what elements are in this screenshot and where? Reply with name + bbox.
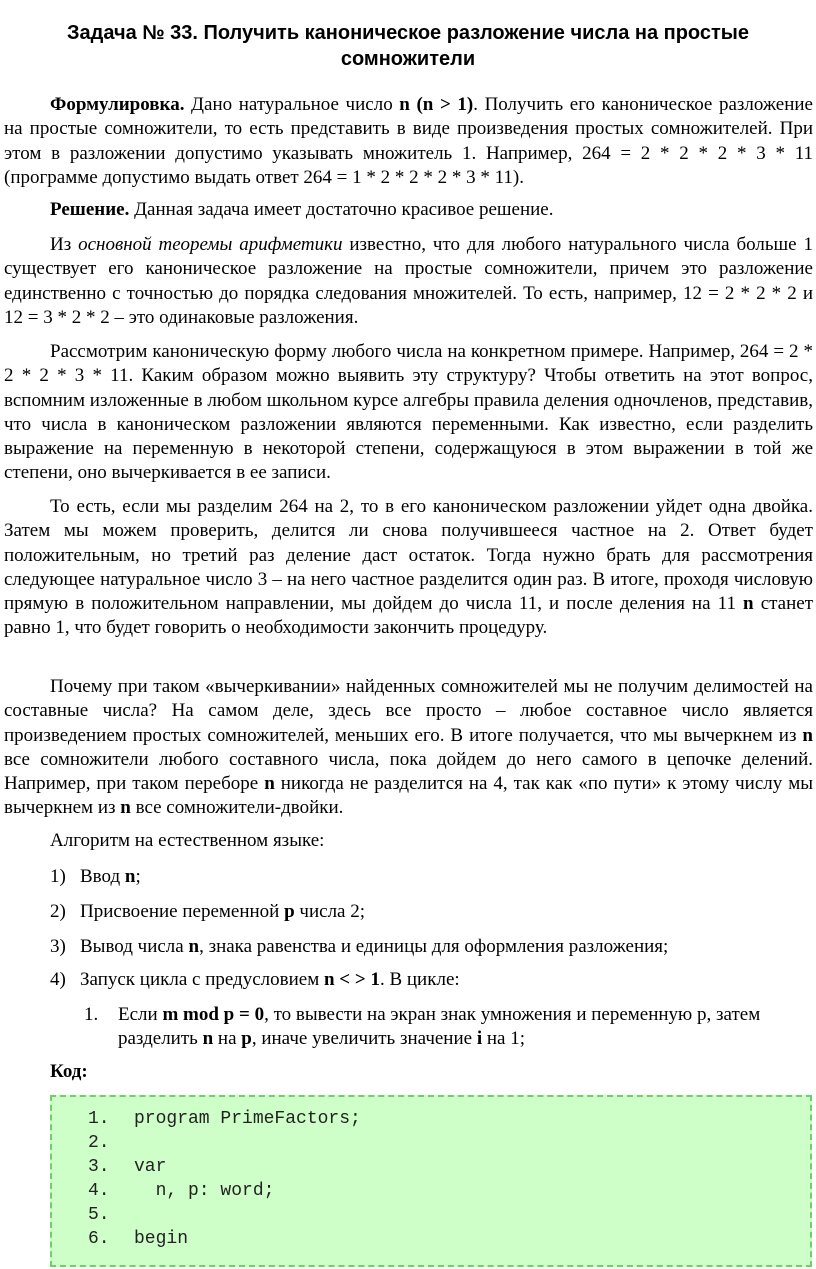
substep-1-var-i: i <box>476 1028 483 1050</box>
step-4-text-post: . В цикле: <box>379 969 460 990</box>
substep-1 <box>84 1003 814 1052</box>
substep-1-var-n: n <box>202 1028 214 1050</box>
substep-1-text-f: на 1; <box>482 1028 526 1050</box>
code-line-5 <box>88 1205 134 1225</box>
step-2-number: 2) <box>50 901 66 922</box>
substep-1-condition: m mod p = 0 <box>162 1004 265 1025</box>
code-line-6-number: 6. <box>88 1229 110 1249</box>
example-text: Рассмотрим каноническую форму любого числа на конкретном примере. Например, 264 = 2 * 2 * 2 * 3 * 11. Каким образом можно выявить эту структуру? Чтобы ответить на этот вопрос, вспомним изложенные в любом школьном курсе алгебры правила деления одночленов, представив, что числа в каноническом разложении являются переменными. Как известно, если разделить выражение на переменную в некоторой степени, содержащуюся в этом выражении в той же степени, оно вычеркивается в ее записи. <box>4 341 813 484</box>
theorem-name: основной теоремы арифметики <box>78 234 343 255</box>
formulation-text-post: . Получить его каноническое разложение на простые сомножители, то есть представить в виде произведения простых сомножителей. При этом в разложении допустимо указывать множитель 1. Например, 264 = 2 * 2 * 2 * 3 * 11 (программе допустимо выдать ответ 264 = 1 * 2 * 2 * 2 * 3 * 11). <box>4 94 813 188</box>
substep-1-body <box>118 1003 814 1052</box>
formulation-paragraph <box>4 93 813 190</box>
code-line-3-number: 3. <box>88 1157 110 1177</box>
example-paragraph <box>4 340 813 486</box>
composite-text-a: Почему при таком «вычеркивании» найденных сомножителей мы не получим делимостей на составные числа? На самом деле, здесь все просто – любое составное число является произведением простых сомножителей, меньших его. В итоге получается, что мы вычеркнем из <box>4 676 813 746</box>
theorem-text-pre: Из <box>50 234 79 255</box>
code-line-4-number: 4. <box>88 1181 110 1201</box>
step-4 <box>50 968 460 992</box>
composite-n1: n <box>802 724 813 746</box>
task-title <box>40 20 776 72</box>
step-1-text-pre: Ввод <box>80 866 125 887</box>
step-4-condition: n < > 1 <box>323 969 380 990</box>
step-2-var: p <box>284 901 295 922</box>
step-3 <box>50 935 668 959</box>
substep-1-number: 1. <box>84 1004 99 1025</box>
step-3-text-post: , знака равенства и единицы для оформления разложения; <box>199 936 669 957</box>
code-line-1 <box>88 1109 361 1129</box>
solution-label: Решение. <box>50 199 130 220</box>
step-1-text-post: ; <box>135 866 141 887</box>
substep-1-text-c: , то вывести на экран знак умножения и переменную p, затем разделить <box>118 1004 761 1050</box>
division-text-post: станет равно 1, что будет говорить о необходимости закончить процедуру. <box>4 593 814 639</box>
formulation-label: Формулировка. <box>50 94 185 115</box>
theorem-paragraph <box>4 233 813 330</box>
composite-text-d: все сомножители-двойки. <box>130 797 344 819</box>
formulation-n: n (n > 1) <box>399 94 474 115</box>
code-line-5-number: 5. <box>88 1205 110 1225</box>
code-line-6-text: begin <box>134 1229 189 1249</box>
composite-paragraph <box>4 675 813 821</box>
theorem-text-post: известно, что для любого натурального числа больше 1 существует его каноническое разложение на простые сомножители, причем это разложение единственно с точностью до порядка следования множителей. То есть, например, 12 = 2 * 2 * 2 и 12 = 3 * 2 * 2 – это одинаковые разложения. <box>4 234 813 328</box>
division-paragraph <box>4 495 813 641</box>
step-4-number: 4) <box>50 969 66 990</box>
substep-1-text-d: на <box>213 1028 242 1050</box>
step-3-number: 3) <box>50 936 66 957</box>
step-3-text-pre: Вывод числа <box>80 936 189 957</box>
task-title-line1: Задача № 33. Получить каноническое разложение числа на простые <box>66 22 750 44</box>
code-block <box>50 1095 812 1267</box>
code-line-1-number: 1. <box>88 1109 110 1129</box>
code-line-4 <box>88 1181 274 1201</box>
code-line-3-text: var <box>134 1157 167 1177</box>
step-1-var: n <box>124 866 136 887</box>
step-1-number: 1) <box>50 866 66 887</box>
composite-text-b: все сомножители любого составного числа, пока дойдем до него самого в цепочке делений. Например, при таком переборе <box>4 748 813 795</box>
solution-paragraph <box>4 198 813 222</box>
code-line-6 <box>88 1229 188 1249</box>
division-text-pre: То есть, если мы разделим 264 на 2, то в его каноническом разложении уйдет одна двойка. Затем мы можем проверить, делится ли снова получившееся частное на 2. Ответ будет положительным, но третий раз деление даст остаток. Тогда нужно брать для рассмотрения следующее натуральное число 3 – на него частное разделится один раз. В итоге, проходя числовую прямую в положительном направлении, мы дойдем до числа 11, и после деления на 11 <box>4 496 813 615</box>
code-line-3 <box>88 1157 166 1177</box>
solution-text: Данная задача имеет достаточно красивое решение. <box>129 199 554 220</box>
formulation-text-pre: Дано натуральное число <box>184 94 400 115</box>
substep-1-var-p: p <box>241 1028 252 1050</box>
step-4-text-pre: Запуск цикла с предусловием <box>80 969 324 990</box>
composite-n2: n <box>264 773 275 795</box>
composite-n3: n <box>120 797 131 819</box>
code-line-1-text: program PrimeFactors; <box>134 1109 361 1129</box>
code-line-4-text: n, p: word; <box>134 1181 275 1201</box>
substep-1-text-e: , иначе увеличить значение <box>251 1028 477 1050</box>
step-2-text-post: числа 2; <box>294 901 366 922</box>
composite-text-c: никогда не разделится на 4, так как «по пути» к этому числу мы вычеркнем из <box>4 773 814 819</box>
step-2 <box>50 900 365 924</box>
step-2-text-pre: Присвоение переменной <box>80 901 285 922</box>
code-label: Код: <box>50 1061 88 1082</box>
algorithm-intro: Алгоритм на естественном языке: <box>50 830 325 851</box>
step-1 <box>50 865 141 889</box>
code-line-2 <box>88 1133 134 1153</box>
step-3-var: n <box>188 936 200 957</box>
substep-1-text-a: Если <box>118 1004 163 1025</box>
division-n: n <box>743 593 754 615</box>
code-line-2-number: 2. <box>88 1133 110 1153</box>
task-title-line2: сомножители <box>340 48 476 70</box>
